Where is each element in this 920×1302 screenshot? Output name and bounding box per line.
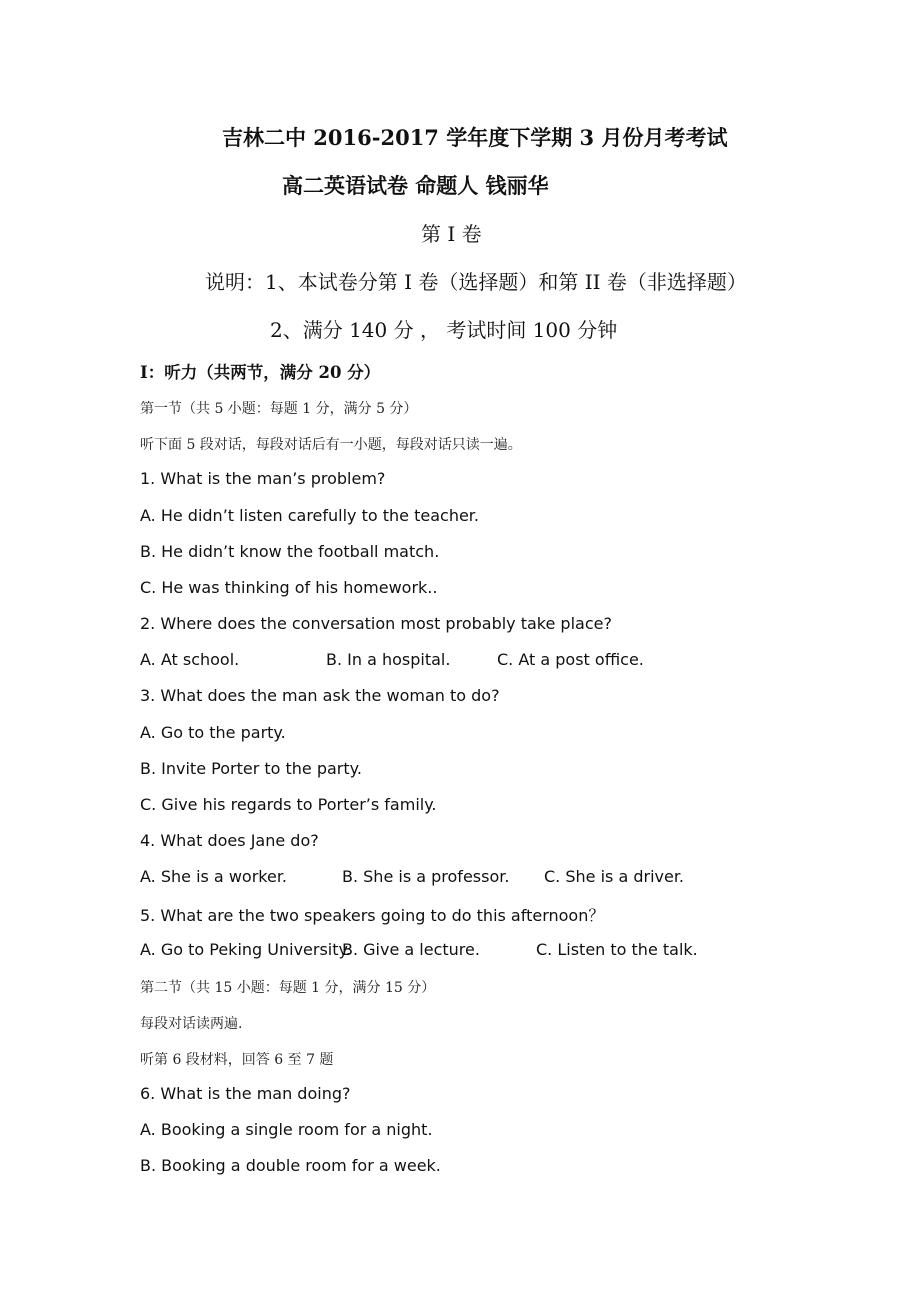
instructions-line-1: 说明：1、本试卷分第 I 卷（选择题）和第 II 卷（非选择题） [205, 270, 747, 294]
q2-option-b: B. In a hospital. [326, 650, 451, 669]
q4-option-a: A. She is a worker. [140, 867, 288, 886]
question-3: 3. What does the man ask the woman to do? [140, 686, 500, 705]
part1-instruction: 听下面 5 段对话，每段对话后有一小题，每段对话只读一遍。 [140, 437, 522, 453]
q5-option-b: B. Give a lecture. [342, 940, 480, 959]
q3-option-a: A. Go to the party. [140, 723, 286, 742]
question-2: 2. Where does the conversation most probably take place? [140, 614, 612, 633]
part2-heading: 第二节（共 15 小题：每题 1 分，满分 15 分） [140, 980, 436, 996]
question-5: 5. What are the two speakers going to do this afternoon？ [140, 906, 605, 925]
q4-option-c: C. She is a driver. [544, 867, 685, 886]
part2-instruction: 每段对话读两遍. [140, 1016, 243, 1032]
q3-option-c: C. Give his regards to Porter’s family. [140, 795, 437, 814]
q2-option-c: C. At a post office. [497, 650, 644, 669]
q6-option-a: A. Booking a single room for a night. [140, 1120, 433, 1139]
exam-title: 吉林二中 2016-2017 学年度下学期 3 月份月考考试 [222, 125, 728, 150]
exam-subtitle: 高二英语试卷 命题人 钱丽华 [282, 173, 549, 198]
q5-option-c: C. Listen to the talk. [536, 940, 698, 959]
q1-option-c: C. He was thinking of his homework.. [140, 578, 438, 597]
q1-option-a: A. He didn’t listen carefully to the teacher. [140, 506, 479, 525]
q1-option-b: B. He didn’t know the football match. [140, 542, 440, 561]
q3-option-b: B. Invite Porter to the party. [140, 759, 362, 778]
q6-option-b: B. Booking a double room for a week. [140, 1156, 441, 1175]
question-4: 4. What does Jane do? [140, 831, 319, 850]
q4-option-b: B. She is a professor. [342, 867, 510, 886]
part1-heading: 第一节（共 5 小题：每题 1 分，满分 5 分） [140, 401, 418, 417]
instructions-line-2: 2、满分 140 分 ， 考试时间 100 分钟 [270, 318, 618, 342]
part2-material: 听第 6 段材料，回答 6 至 7 题 [140, 1052, 334, 1068]
q2-option-a: A. At school. [140, 650, 240, 669]
volume-label: 第 I 卷 [421, 222, 482, 246]
q5-option-a: A. Go to Peking University. [140, 940, 351, 959]
question-6: 6. What is the man doing? [140, 1084, 351, 1103]
question-1: 1. What is the man’s problem? [140, 469, 386, 488]
section-title-listening: I：听力（共两节，满分 20 分） [140, 363, 381, 382]
